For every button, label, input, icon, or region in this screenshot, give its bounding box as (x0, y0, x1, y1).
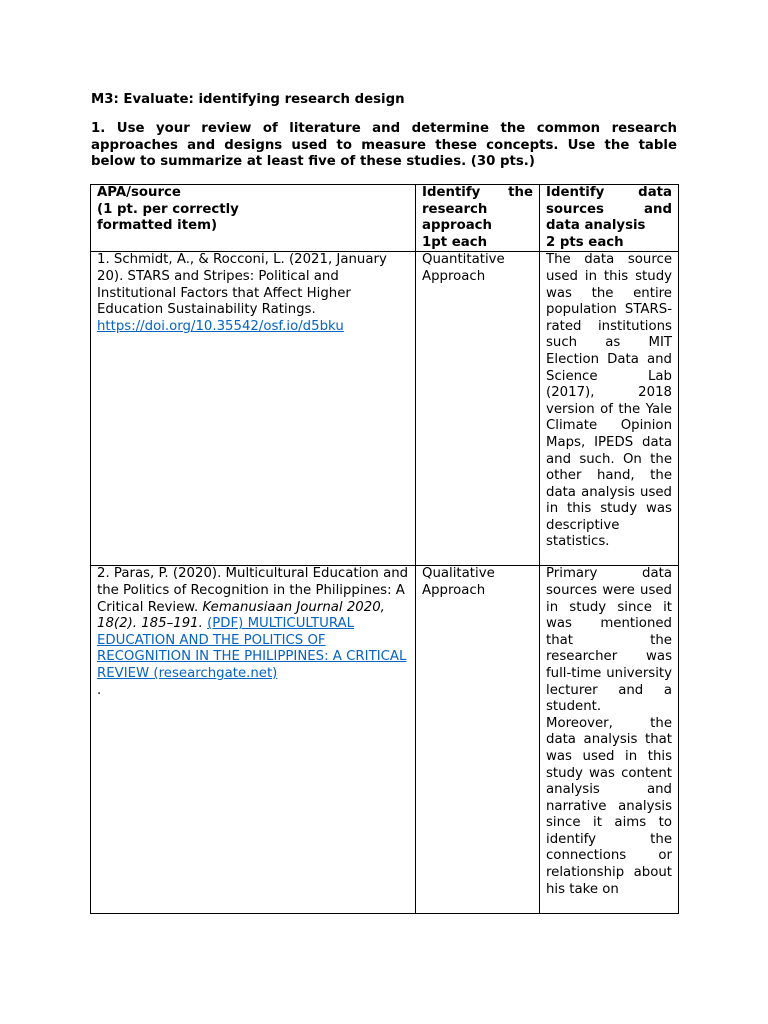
header-apa-line-1: APA/source (97, 185, 181, 200)
instruction-paragraph: 1. Use your review of literature and determine the common research approaches and designs used to measure these concepts. Use the table below to summarize at least five of these studies. (30 pts.) (91, 121, 677, 170)
table-row (91, 566, 679, 914)
header-approach-line-2: research (422, 201, 488, 217)
header-data-word-sources: sources (546, 201, 604, 217)
row-2-trailing-period: . (97, 682, 102, 698)
table-row (91, 252, 679, 566)
row-1-doi-link[interactable]: https://doi.org/10.35542/osf.io/d5bku (97, 318, 344, 334)
row-2-journal: Kemanusiaan Journal 2020, 18(2). 185–191. (97, 599, 385, 632)
header-approach-word-identify: Identify (422, 185, 481, 200)
row-2-data-analysis: Primary data sources were used in study since it was mentioned that the researcher was full-time university lecturer and a student. Moreover, the data analysis that was used in this study was content analysis and narrative analysis since it aims to identify the connections or relationship about his take on (540, 566, 679, 914)
row-1-data-analysis: The data source used in this study was the entire population STARS-rated institutions such as MIT Election Data and Science Lab (2017), 2018 version of the Yale Climate Opinion Maps, IPEDS data and such. On the other hand, the data analysis used in this study was descriptive statistics. (540, 252, 679, 566)
row-2-approach: Qualitative Approach (416, 566, 540, 914)
header-approach-line-4: 1pt each (422, 234, 488, 250)
row-2-researchgate-link[interactable]: (PDF) MULTICULTURAL EDUCATION AND THE POLITICS OF RECOGNITION IN THE PHILIPPINES: A CRITICAL REVIEW (researchgate.net) (97, 616, 407, 681)
page-title: M3: Evaluate: identifying research design (91, 92, 405, 107)
header-apa-line-3: formatted item) (97, 218, 218, 234)
header-research-approach (416, 185, 540, 252)
header-data-line-2 (546, 202, 672, 219)
header-data-sources (540, 185, 679, 252)
header-approach-line-1 (422, 185, 533, 202)
header-data-line-3: data analysis (546, 218, 646, 234)
header-apa-source (91, 185, 416, 252)
row-2-citation: 2. Paras, P. (2020). Multicultural Education and the Politics of Recognition in the Philippines: A Critical Review. (97, 566, 409, 615)
header-data-line-4: 2 pts each (546, 234, 624, 250)
row-1-approach: Quantitative Approach (416, 252, 540, 566)
header-data-line-1 (546, 185, 672, 202)
header-apa-line-2: (1 pt. per correctly (97, 201, 239, 217)
header-approach-line-3: approach (422, 218, 493, 234)
header-approach-word-the: the (508, 185, 533, 200)
row-1-citation: 1. Schmidt, A., & Rocconi, L. (2021, January 20). STARS and Stripes: Political and Institutional Factors that Affect Higher Education Sustainability Ratings. (97, 252, 387, 318)
table-header-row (91, 185, 679, 252)
summary-table (90, 184, 679, 914)
row-1-source (91, 252, 416, 566)
row-2-source (91, 566, 416, 914)
header-data-word-and: and (644, 201, 672, 217)
header-data-word-identify: Identify (546, 185, 605, 200)
header-data-word-data: data (638, 185, 672, 200)
